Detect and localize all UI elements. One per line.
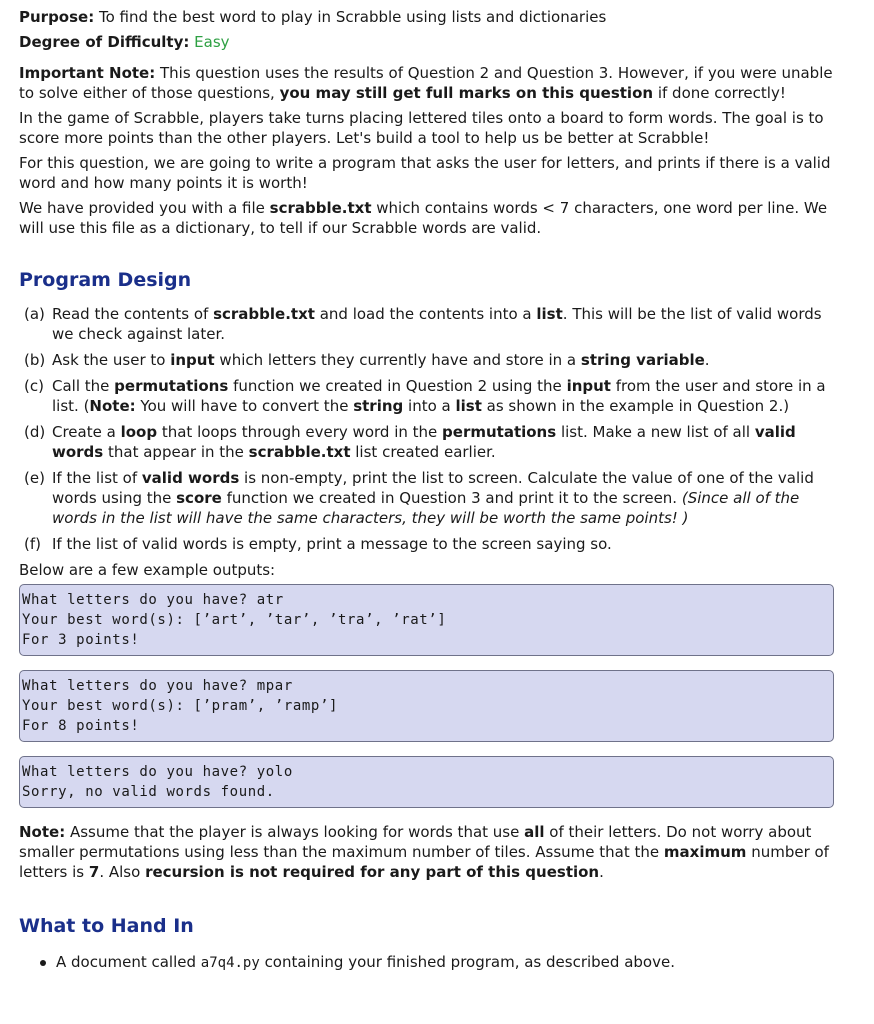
purpose-line — [19, 7, 834, 27]
step-a — [19, 304, 834, 344]
step-bold: list — [536, 305, 563, 323]
final-note — [19, 822, 834, 882]
code-line: Your best word(s): [’pram’, ’ramp’] — [22, 698, 339, 714]
step-f — [19, 534, 834, 554]
step-bold: valid words — [141, 469, 240, 487]
step-bold: score — [176, 489, 222, 507]
intro-p3-file: scrabble.txt — [269, 199, 372, 217]
step-text: list. Make a new list of all — [556, 423, 755, 441]
important-note-bold: you may still get full marks on this question — [279, 84, 654, 102]
final-note-bold: all — [524, 823, 545, 841]
code-line: For 3 points! — [22, 632, 140, 648]
purpose-label: Purpose: — [19, 8, 95, 26]
example-output-2 — [19, 670, 834, 742]
step-text: Create a — [52, 423, 121, 441]
code-line: What letters do you have? atr — [22, 592, 284, 608]
step-bold: string variable — [580, 351, 705, 369]
difficulty-label: Degree of Difficulty: — [19, 33, 190, 51]
hand-in-text: A document called — [56, 953, 201, 971]
step-c — [19, 376, 834, 416]
intro-paragraph-3 — [19, 198, 834, 238]
example-output-1 — [19, 584, 834, 656]
step-bold: valid words — [52, 423, 796, 461]
step-bold: input — [170, 351, 215, 369]
step-marker: (d) — [24, 423, 46, 441]
step-text: If the list of valid words is empty, print a message to the screen saying so. — [52, 535, 612, 553]
step-text: . This will be the list of valid words we check against later. — [52, 305, 822, 343]
step-bold: input — [566, 377, 611, 395]
hand-in-heading: What to Hand In — [19, 915, 194, 937]
step-bold: scrabble.txt — [248, 443, 351, 461]
step-text: which letters they currently have and store in a — [214, 351, 581, 369]
step-text: function we created in Question 2 using the — [228, 377, 567, 395]
step-text: that loops through every word in the — [157, 423, 443, 441]
intro-paragraph-2: For this question, we are going to write a program that asks the user for letters, and prints if there is a valid word and how many points it is worth! — [19, 154, 831, 192]
program-design-heading: Program Design — [19, 269, 192, 291]
step-text: list created earlier. — [350, 443, 496, 461]
step-d — [19, 422, 834, 462]
intro-paragraph-1: In the game of Scrabble, players take turns placing lettered tiles onto a board to form words. The goal is to score more points than the other players. Let's build a tool to help us be better at Scrabble! — [19, 109, 824, 147]
step-bold: loop — [120, 423, 158, 441]
step-text: that appear in the — [103, 443, 249, 461]
final-note-text: number of letters is — [19, 843, 829, 881]
code-line: What letters do you have? mpar — [22, 678, 293, 694]
step-text: Read the contents of — [52, 305, 214, 323]
final-note-text: Assume that the player is always looking for words that use — [65, 823, 525, 841]
difficulty-value: Easy — [189, 33, 230, 51]
code-line: What letters do you have? yolo — [22, 764, 293, 780]
step-bold: permutations — [442, 423, 557, 441]
code-line: For 8 points! — [22, 718, 140, 734]
hand-in-text-end: containing your finished program, as described above. — [259, 953, 675, 971]
important-note-text: This question uses the results of Question 2 and Question 3. However, if you were unable to solve either of those questions, — [19, 64, 833, 102]
step-marker: (a) — [24, 305, 45, 323]
final-note-text: . — [599, 863, 604, 881]
step-text: If the list of — [52, 469, 142, 487]
example-output-3 — [19, 756, 834, 808]
difficulty-line — [19, 32, 834, 52]
bullet-icon — [40, 960, 46, 966]
important-note — [19, 63, 834, 103]
hand-in-item — [19, 952, 834, 973]
step-e — [19, 468, 834, 528]
step-bold: list — [455, 397, 482, 415]
step-bold: scrabble.txt — [213, 305, 315, 323]
step-marker: (f) — [24, 535, 41, 553]
step-text: Call the — [52, 377, 115, 395]
step-text: Ask the user to — [52, 351, 171, 369]
step-bold: string — [353, 397, 404, 415]
step-text: from the user and store in a list. ( — [52, 377, 826, 415]
step-b — [19, 350, 834, 370]
step-text: and load the contents into a — [314, 305, 537, 323]
step-text: as shown in the example in Question 2.) — [481, 397, 790, 415]
step-text: You will have to convert the — [135, 397, 354, 415]
step-marker: (c) — [24, 377, 44, 395]
step-text: into a — [403, 397, 456, 415]
final-note-text: of their letters. Do not worry about smaller permutations using less than the maximum number of tiles. Assume that the — [19, 823, 812, 861]
final-note-label: Note: — [19, 823, 66, 841]
step-text: function we created in Question 3 and print it to the screen. — [221, 489, 682, 507]
final-note-text: . Also — [99, 863, 146, 881]
examples-intro: Below are a few example outputs: — [19, 561, 276, 579]
final-note-bold: recursion is not required for any part of this question — [145, 863, 600, 881]
intro-p3-start: We have provided you with a file — [19, 199, 270, 217]
code-line: Your best word(s): [’art’, ’tar’, ’tra’, ’rat’] — [22, 612, 447, 628]
step-marker: (e) — [24, 469, 45, 487]
step-text: is non-empty, print the list to screen. Calculate the value of one of the valid words using the — [52, 469, 814, 507]
final-note-bold: maximum — [663, 843, 747, 861]
hand-in-filename: a7q4.py — [200, 955, 260, 971]
intro-p3-end: which contains words < 7 characters, one word per line. We will use this file as a dictionary, to tell if our Scrabble words are valid. — [19, 199, 828, 237]
step-bold: permutations — [114, 377, 229, 395]
important-note-label: Important Note: — [19, 64, 156, 82]
code-line: Sorry, no valid words found. — [22, 784, 275, 800]
important-note-text-end: if done correctly! — [653, 84, 786, 102]
purpose-text: To find the best word to play in Scrabble using lists and dictionaries — [94, 8, 607, 26]
final-note-bold: 7 — [88, 863, 100, 881]
step-marker: (b) — [24, 351, 46, 369]
hand-in-list — [19, 952, 834, 973]
step-italic: (Since all of the words in the list will have the same characters, they will be worth the same points! ) — [52, 489, 800, 527]
step-bold: Note: — [89, 397, 136, 415]
step-text: . — [704, 351, 710, 369]
program-design-steps — [19, 304, 834, 554]
